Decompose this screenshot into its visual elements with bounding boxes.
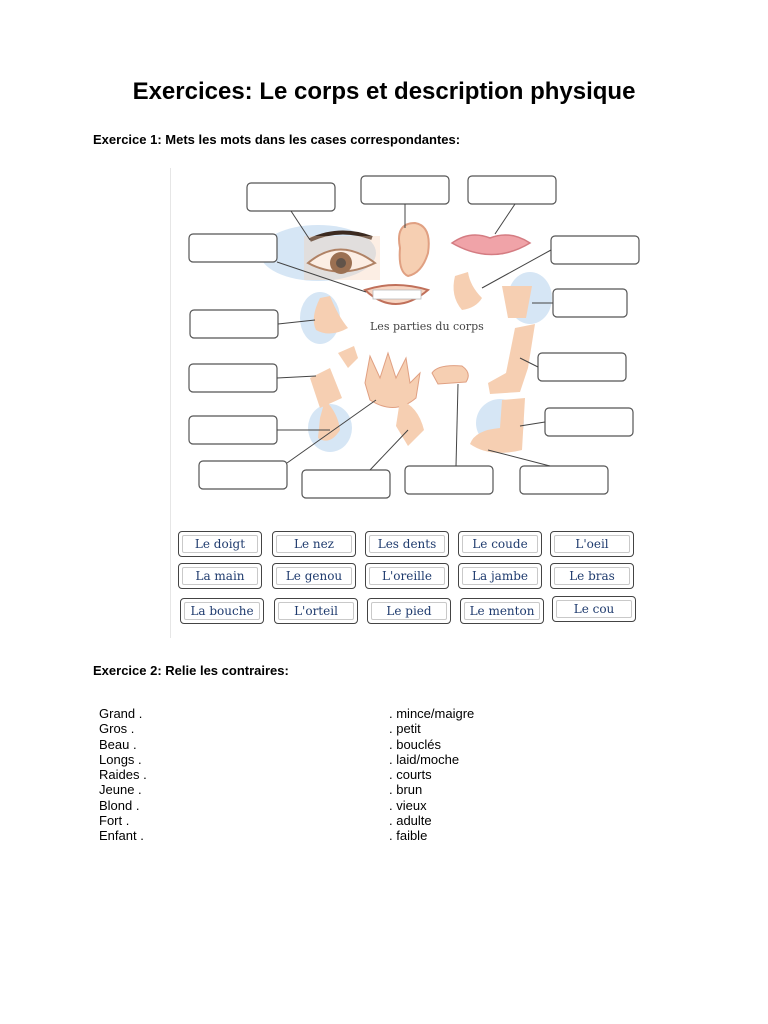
opposite-pair: [99, 737, 659, 752]
left-word[interactable]: Fort .: [99, 813, 130, 829]
exercise-2-heading: Exercice 2: Relie les contraires:: [93, 663, 289, 678]
word-card-label: Le pied: [371, 602, 447, 620]
opposite-pair: [99, 752, 659, 767]
word-card-label: Le cou: [556, 600, 632, 618]
left-word[interactable]: Gros .: [99, 721, 135, 737]
word-card-label: La jambe: [462, 567, 538, 585]
word-card[interactable]: [367, 598, 451, 624]
right-word[interactable]: . mince/maigre: [389, 706, 475, 721]
word-card[interactable]: [178, 531, 262, 557]
right-word[interactable]: . bouclés: [389, 736, 442, 752]
word-card[interactable]: [365, 563, 449, 589]
word-card-label: L'oreille: [369, 567, 445, 585]
left-word[interactable]: Jeune .: [99, 782, 142, 798]
word-card[interactable]: [365, 531, 449, 557]
exercise-1-heading: Exercice 1: Mets les mots dans les cases correspondantes:: [93, 132, 461, 147]
word-card-label: L'orteil: [278, 602, 354, 620]
word-card-label: Le genou: [276, 567, 352, 585]
left-word[interactable]: Longs .: [99, 751, 142, 767]
opposite-pair: [99, 813, 659, 828]
left-word[interactable]: Grand .: [99, 706, 143, 721]
opposite-pair: [99, 706, 659, 721]
right-word[interactable]: . adulte: [389, 813, 432, 829]
word-card-label: Le doigt: [182, 535, 258, 553]
word-card[interactable]: [460, 598, 544, 624]
word-card[interactable]: [272, 531, 356, 557]
word-card[interactable]: [458, 531, 542, 557]
word-card[interactable]: [550, 563, 634, 589]
left-word[interactable]: Enfant .: [99, 828, 144, 844]
word-card-label: Le nez: [276, 535, 352, 553]
left-word[interactable]: Beau .: [99, 736, 137, 752]
word-card[interactable]: [272, 563, 356, 589]
left-word[interactable]: Raides .: [99, 767, 147, 783]
opposites-list: [99, 706, 659, 844]
opposite-pair: [99, 721, 659, 736]
figure-caption: Les parties du corps: [370, 320, 484, 333]
opposite-pair: [99, 798, 659, 813]
body-parts-figure: [170, 168, 645, 638]
opposite-pair: [99, 767, 659, 782]
right-word[interactable]: . laid/moche: [389, 751, 460, 767]
word-card-label: La main: [182, 567, 258, 585]
right-word[interactable]: . vieux: [389, 797, 427, 813]
word-card[interactable]: [458, 563, 542, 589]
word-card[interactable]: [550, 531, 634, 557]
right-word[interactable]: . faible: [389, 828, 428, 844]
eye-drawing: [304, 232, 380, 280]
word-card-label: Le coude: [462, 535, 538, 553]
word-card-label: La bouche: [184, 602, 260, 620]
page-title: Exercices: Le corps et description physique: [132, 78, 636, 105]
left-word[interactable]: Blond .: [99, 797, 140, 813]
word-card[interactable]: [552, 596, 636, 622]
opposite-pair: [99, 828, 659, 843]
right-word[interactable]: . brun: [389, 782, 423, 798]
word-card-label: Les dents: [369, 535, 445, 553]
word-card-label: Le menton: [464, 602, 540, 620]
right-word[interactable]: . courts: [389, 767, 432, 783]
word-card-label: Le bras: [554, 567, 630, 585]
word-card-label: L'oeil: [554, 535, 630, 553]
word-card[interactable]: [178, 563, 262, 589]
right-word[interactable]: . petit: [389, 721, 421, 737]
opposite-pair: [99, 782, 659, 797]
word-card[interactable]: [180, 598, 264, 624]
word-card[interactable]: [274, 598, 358, 624]
